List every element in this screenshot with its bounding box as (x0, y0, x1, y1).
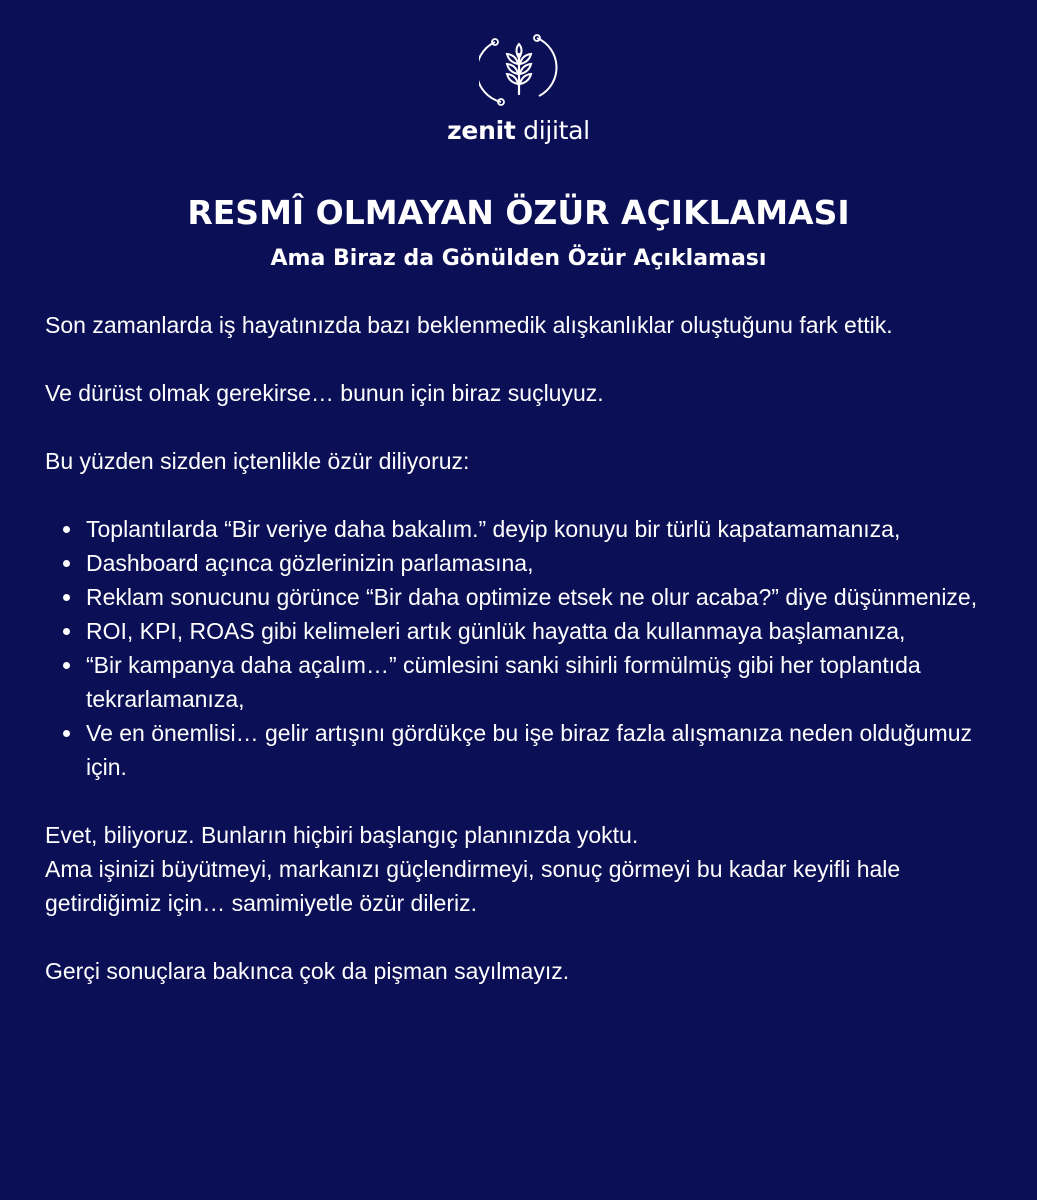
wheat-orbit-icon (479, 30, 559, 110)
list-item-text: “Bir kampanya daha açalım…” cümlesini sanki sihirli formülmüş gibi her toplantıda tekrarlamanıza, (86, 652, 921, 712)
brand-name-light: dijital (515, 116, 590, 145)
intro-paragraph: Son zamanlarda iş hayatınızda bazı beklenmedik alışkanlıklar oluştuğunu fark ettik. (45, 312, 893, 338)
bullet-dot-icon (63, 594, 70, 601)
page-subtitle: Ama Biraz da Gönülden Özür Açıklaması (270, 246, 767, 271)
list-item (45, 648, 1005, 716)
apology-body (45, 308, 1005, 988)
closing-paragraph-1: Evet, biliyoruz. Bunların hiçbiri başlangıç planınızda yoktu. (45, 822, 639, 848)
list-item (45, 614, 1005, 648)
list-item-text: ROI, KPI, ROAS gibi kelimeleri artık günlük hayatta da kullanmaya başlamanıza, (86, 618, 906, 644)
list-item-text: Reklam sonucunu görünce “Bir daha optimize etsek ne olur acaba?” diye düşünmenize, (86, 584, 978, 610)
list-item-text: Dashboard açınca gözlerinizin parlamasına, (86, 550, 534, 576)
bullet-dot-icon (63, 526, 70, 533)
final-paragraph: Gerçi sonuçlara bakınca çok da pişman sayılmayız. (45, 958, 570, 984)
bullet-dot-icon (63, 662, 70, 669)
brand-name-bold: zenit (447, 116, 516, 145)
bullet-dot-icon (63, 628, 70, 635)
bullet-dot-icon (63, 730, 70, 737)
list-item (45, 512, 1005, 546)
list-item (45, 580, 1005, 614)
honest-paragraph: Ve dürüst olmak gerekirse… bunun için biraz suçluyuz. (45, 380, 604, 406)
list-item (45, 716, 1005, 784)
lead-paragraph: Bu yüzden sizden içtenlikle özür diliyoruz: (45, 448, 470, 474)
bullet-dot-icon (63, 560, 70, 567)
page-title: RESMÎ OLMAYAN ÖZÜR AÇIKLAMASI (187, 193, 850, 232)
brand-logo (0, 30, 1037, 145)
apology-list (45, 512, 1005, 784)
list-item-text: Ve en önemlisi… gelir artışını gördükçe bu işe biraz fazla alışmanıza neden olduğumuz için. (86, 720, 972, 780)
closing-paragraph-2: Ama işinizi büyütmeyi, markanızı güçlendirmeyi, sonuç görmeyi bu kadar keyifli hale getirdiğimiz için… samimiyetle özür dileriz. (45, 856, 901, 916)
list-item (45, 546, 1005, 580)
brand-name (0, 116, 1037, 145)
list-item-text: Toplantılarda “Bir veriye daha bakalım.” deyip konuyu bir türlü kapatamamanıza, (86, 516, 901, 542)
